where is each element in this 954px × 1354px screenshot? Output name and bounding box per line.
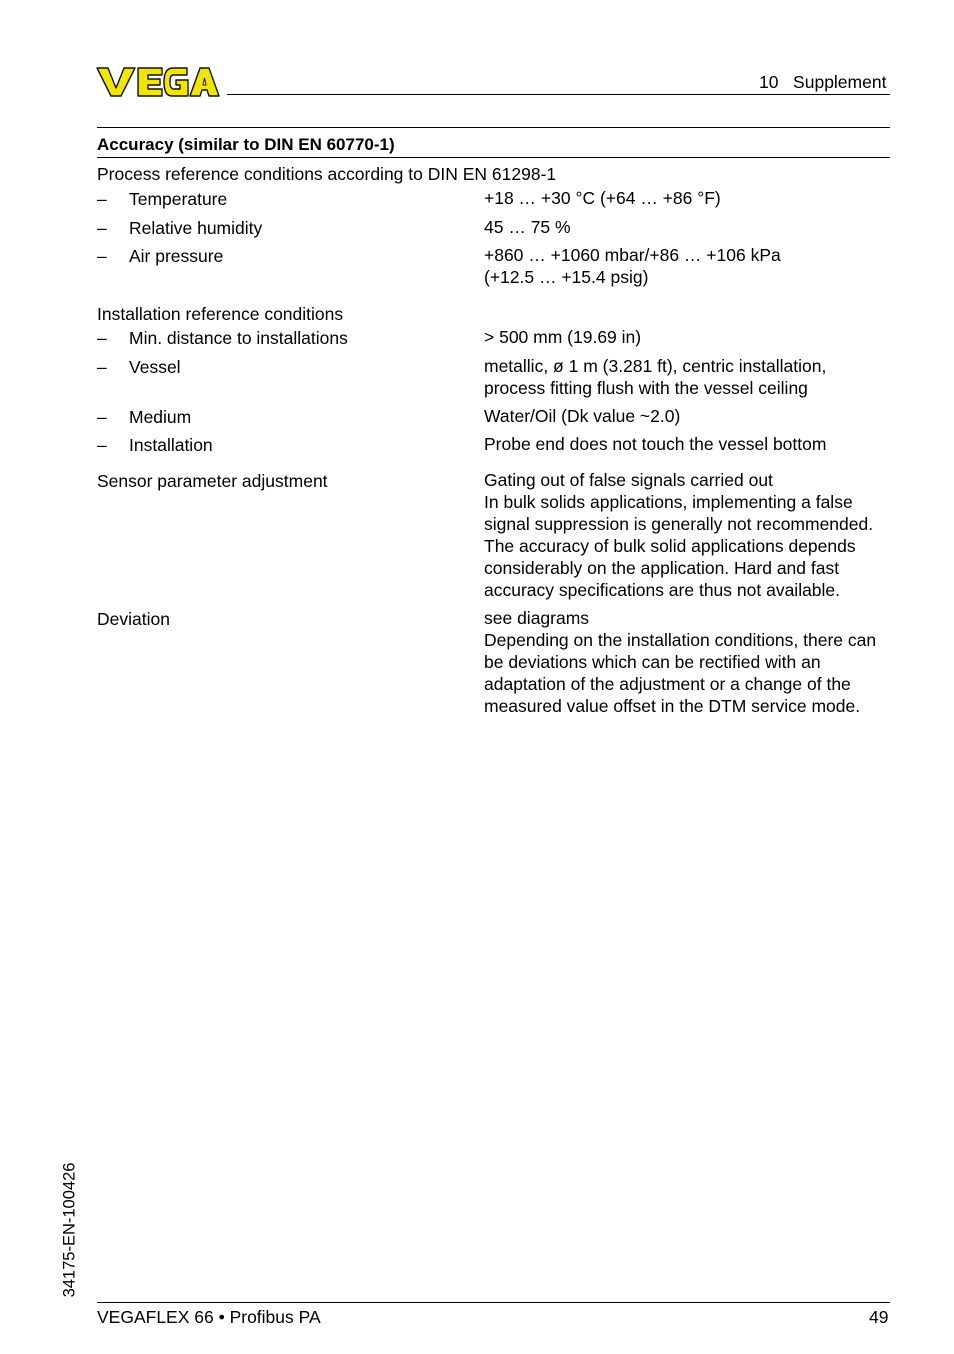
value-line: measured value offset in the DTM service mode.: [484, 696, 861, 716]
sensor-adjustment-label: Sensor parameter adjustment: [97, 471, 328, 491]
min-distance-label: Min. distance to installations: [129, 328, 348, 348]
header-rule: [227, 94, 890, 95]
value-line: In bulk solids applications, implementing a false: [484, 492, 853, 512]
footer-product: VEGAFLEX 66 • Profibus PA: [97, 1307, 321, 1327]
section-rule-top: [97, 127, 890, 128]
value-line: process fitting flush with the vessel ceiling: [484, 378, 808, 398]
value-line: (+12.5 … +15.4 psig): [484, 267, 649, 287]
deviation-value: [484, 607, 876, 717]
air-pressure-label: Air pressure: [129, 246, 224, 266]
process-conditions-title: Process reference conditions according to DIN EN 61298-1: [97, 164, 557, 184]
section-rule-bottom: [97, 157, 890, 158]
value-line: adaptation of the adjustment or a change of the: [484, 674, 851, 694]
list-dash: –: [97, 357, 107, 377]
list-dash: –: [97, 246, 107, 266]
humidity-value: 45 … 75 %: [484, 217, 571, 237]
value-line: +860 … +1060 mbar/+86 … +106 kPa: [484, 245, 781, 265]
temperature-value: +18 … +30 °C (+64 … +86 °F): [484, 188, 721, 208]
list-dash: –: [97, 189, 107, 209]
footer-rule: [97, 1302, 890, 1303]
vessel-label: Vessel: [129, 357, 181, 377]
value-line: The accuracy of bulk solid applications depends: [484, 536, 856, 556]
list-dash: –: [97, 435, 107, 455]
value-line: accuracy specifications are thus not available.: [484, 580, 841, 600]
vega-logo: [96, 66, 220, 98]
list-dash: –: [97, 407, 107, 427]
value-line: Gating out of false signals carried out: [484, 470, 773, 490]
sensor-adjustment-value: [484, 469, 873, 601]
value-line: signal suppression is generally not recommended.: [484, 514, 874, 534]
medium-label: Medium: [129, 407, 192, 427]
installation-label: Installation: [129, 435, 213, 455]
document-id: 34175-EN-100426: [60, 1162, 79, 1298]
min-distance-value: > 500 mm (19.69 in): [484, 327, 642, 347]
value-line: considerably on the application. Hard and fast: [484, 558, 840, 578]
value-line: be deviations which can be rectified with an: [484, 652, 821, 672]
value-line: metallic, ø 1 m (3.281 ft), centric installation,: [484, 356, 827, 376]
temperature-label: Temperature: [129, 189, 228, 209]
value-line: Depending on the installation conditions, there can: [484, 630, 877, 650]
section-header: 10 Supplement: [759, 72, 887, 92]
humidity-label: Relative humidity: [129, 218, 263, 238]
air-pressure-value: [484, 244, 781, 288]
installation-value: Probe end does not touch the vessel bottom: [484, 434, 827, 454]
installation-conditions-title: Installation reference conditions: [97, 304, 344, 324]
value-line: see diagrams: [484, 608, 590, 628]
section-title: Accuracy (similar to DIN EN 60770-1): [97, 135, 395, 154]
list-dash: –: [97, 328, 107, 348]
list-dash: –: [97, 218, 107, 238]
vessel-value: [484, 355, 826, 399]
page-number: 49: [869, 1307, 889, 1327]
deviation-label: Deviation: [97, 609, 170, 629]
medium-value: Water/Oil (Dk value ~2.0): [484, 406, 681, 426]
